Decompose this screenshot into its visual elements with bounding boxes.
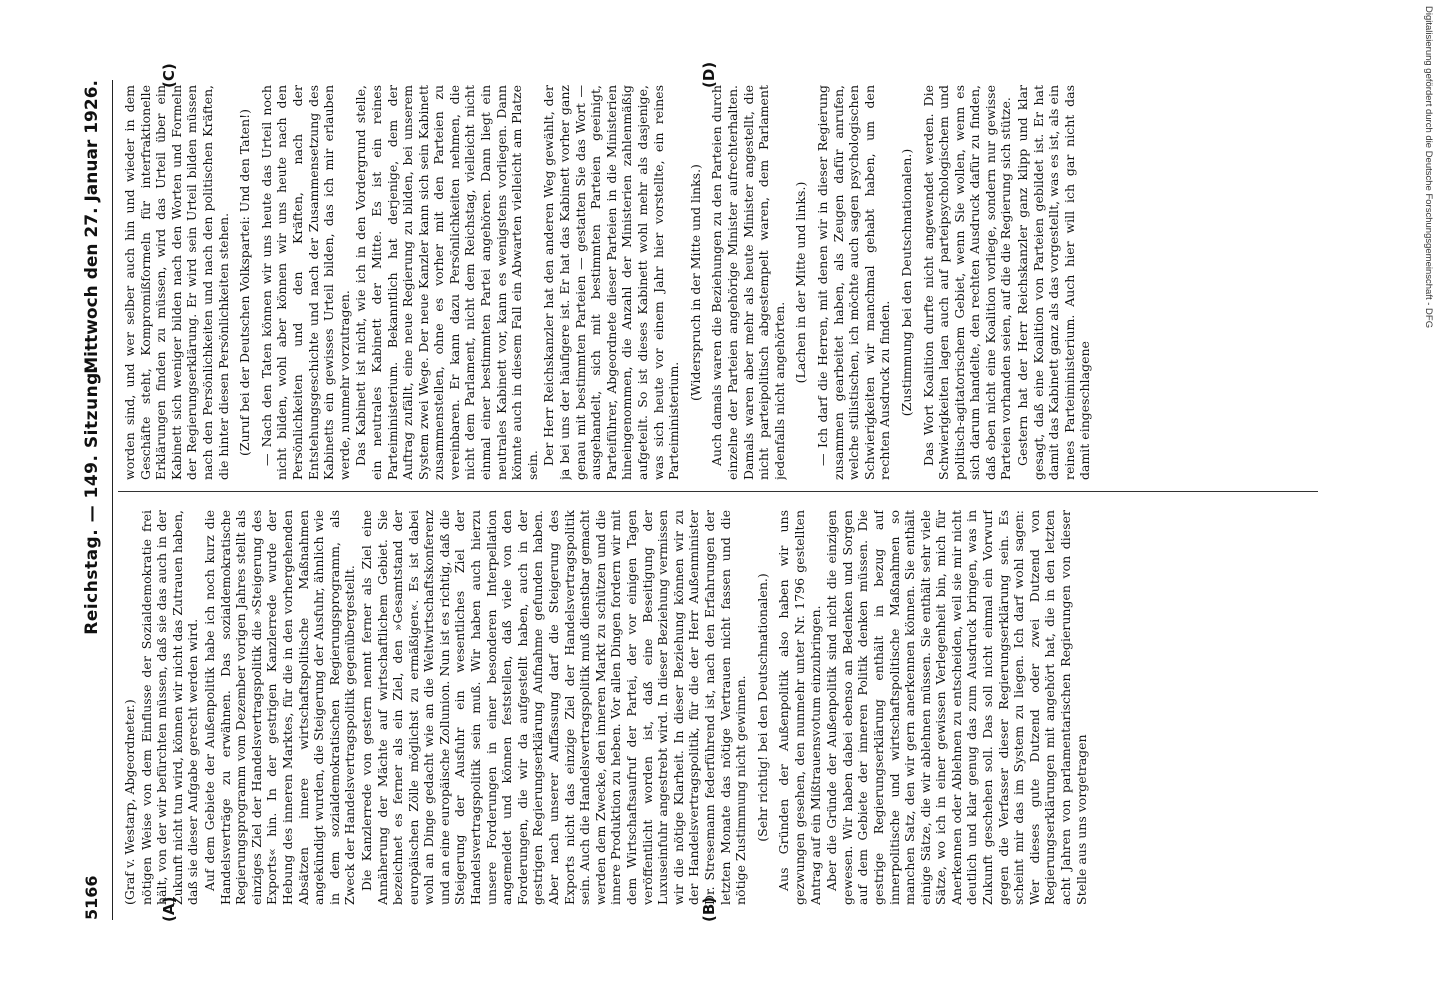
paragraph: Die Kanzlerrede von gestern nennt ferner als Ziel eine Annäherung der Mächte auf wirtschaftlichem Gebiet. Sie bezeichnet es ferner als ein Ziel, den »Gesamtstand der europäischen Zölle möglichst zu ermäßigen«. Es ist dabei wohl an Dinge gedacht wie an die Weltwirtschaftskonferenz und an eine europäische Zollunion. Nun ist es richtig, daß die Steigerung der Ausfuhr ein wesentliches Ziel der Handelsvertragspolitik sein muß. Wir haben auch hierzu unsere Forderungen in einer besonderen Interpellation angemeldet und können feststellen, daß viele von den Forderungen, die wir da aufgestellt haben, auch in der gestrigen Regierungserklärung Aufnahme gefunden haben. Aber nach unserer Auffassung darf die Steigerung des Exports nicht das einzige Ziel der Handelsvertragspolitik sein. Auch die Handelsvertragspolitik muß dienstbar gemacht werden dem Zwecke, den inneren Markt zu schützen und die innere Produktion zu heben. Vor allen Dingen fordern wir mit dem Wirtschaftsaufruf der Partei, der vor einigen Tagen veröffentlicht worden ist, daß eine Beseitigung der Luxuseinfuhr angestrebt wird. In dieser Beziehung vermissen wir die nötige Klarheit. In dieser Beziehung können wir zu der Handelsvertragspolitik, für die der Herr Außenminister Dr. Stresemann federführend ist, nach den Erfahrungen der letzten Monate das nötige Vertrauen nicht fassen und die nötige Zustimmung nicht gewinnen.	[358, 510, 749, 905]
paragraph: — Ich darf die Herren, mit denen wir in dieser Regierung zusammen gearbeitet haben, als Zeugen dafür anrufen, welche stilistischen, ich möchte auch sagen psychologischen Schwierigkeiten wir manchmal gehabt haben, um den rechten Ausdruck zu finden.	[814, 85, 893, 480]
paragraph: Auch damals waren die Beziehungen zu den Parteien durch einzelne der Parteien angehörige Minister aufrechterhalten. Damals waren aber mehr als heute Minister angestellt, die nicht parteipolitisch abgestempelt waren, dem Parlament jedenfalls nicht angehörten.	[709, 85, 787, 480]
right-column	[122, 85, 1322, 480]
paragraph: Das Wort Koalition durfte nicht angewendet werden. Die Schwierigkeiten lagen auch auf parteipsychologischem und politisch-agitatorischem Gebiet, wenn Sie wollen, wenn es sich darum handelte, den rechten Ausdruck dafür zu finden, daß eben nicht eine Koalition vorliege, sondern nur gewisse Parteien vorhanden seien, auf die die Regierung sich stütze.	[920, 85, 1014, 480]
marker-c: (C)	[160, 63, 178, 88]
paragraph: nötigen Weise von dem Einflusse der Sozialdemokratie frei hält, von der wir befürchten müssen, daß sie das auch in der Zukunft nicht tun wird, können wir nicht das Zutrauen haben, daß sie dieser Aufgabe gerecht werden wird.	[138, 510, 201, 905]
digitization-credit: Digitalisierung gefördert durch die Deutsche Forschungsgemeinschaft - DFG	[1423, 6, 1434, 329]
page-number: 5166	[82, 875, 101, 920]
interjection: (Lachen in der Mitte und links.)	[793, 181, 809, 384]
paragraph: Auf dem Gebiete der Außenpolitik habe ich noch kurz die Handelsverträge zu erwähnen. Das sozialdemokratische Regierungsprogramm vom Dezember vorigen Jahres stellt als einziges Ziel der Handelsvertragspolitik die »Steigerung des Exports« hin. In der gestrigen Kanzlerrede wurde der Hebung des inneren Marktes, für die in den vorhergehenden Absätzen innere wirtschaftspolitische Maßnahmen angekündigt wurden, die Steigerung der Ausfuhr, ähnlich wie in dem sozialdemokratischen Regierungsprogramm, als Zweck der Handelsvertragspolitik gegenübergestellt.	[201, 510, 358, 905]
paragraph: Der Herr Reichskanzler hat den anderen Weg gewählt, der ja bei uns der häufigere ist. Er hat das Kabinett vorher ganz genau mit bestimmten Parteien — gestatten Sie das Wort — ausgehandelt, sich mit bestimmten Parteien geeinigt, Parteiführer, Abgeordnete dieser Parteien in die Ministerien hineingenommen, die Anzahl der Ministerien zahlenmäßig aufgeteilt. So ist dieses Kabinett wohl mehr als dasjenige, was sich heute vor einem Jahr hier vorstellte, ein reines Parteiministerium.	[541, 85, 682, 480]
marker-a: (A)	[160, 896, 178, 922]
speaker-line: (Graf v. Westarp, Abgeordneter.)	[122, 699, 137, 905]
interjection: (Zustimmung bei den Deutschnationalen.)	[898, 148, 914, 417]
paragraph: Das Kabinett ist nicht, wie ich in den Vordergrund stelle, ein neutrales Kabinett der Mitte. Es ist ein reines Parteiministerium. Bekanntlich hat derjenige, dem der Auftrag zufällt, eine neue Regierung zu bilden, bei unserem System zwei Wege. Der neue Kanzler kann sich sein Kabinett zusammenstellen, ohne es vorher mit den Parteien zu vereinbaren. Er kann dazu Persönlichkeiten nehmen, die nicht dem Parlament, nicht dem Reichstag, vielleicht nicht einmal einer bestimmten Partei angehören. Dann liegt ein neutrales Kabinett vor, kann es wenigstens vorliegen. Dann könnte auch in diesem Fall ein Abwarten vielleicht am Platze sein.	[353, 85, 540, 480]
paragraph: Aber die Gründe der Außenpolitik sind nicht die einzigen gewesen. Wir haben dabei ebenso an Bedenken und Sorgen auf dem Gebiete der inneren Politik denken müssen. Die gestrige Regierungserklärung enthält in bezug auf innerpolitische und wirtschaftspolitische Maßnahmen so manchen Satz, den wir gern anerkennen können. Sie enthält einige Sätze, die wir ablehnen müssen. Sie enthält sehr viele Sätze, wo ich in einer gewissen Verlegenheit bin, mich für Anerkennen oder Ablehnen zu entscheiden, weil sie mir nicht deutlich und klar genug das zum Ausdruck bringen, was in Zukunft geschehen soll. Das soll nicht einmal ein Vorwurf gegen die Verfasser dieser Regierungserklärung sein. Es scheint mir das im System zu liegen. Ich darf wohl sagen: Wer dieses gute Dutzend oder zwei Dutzend von Regierungserklärungen mit angehört hat, die in den letzten acht Jahren von parlamentarischen Regierungen von dieser Stelle aus uns vorgetragen	[824, 510, 1089, 905]
interjection: (Zuruf bei der Deutschen Volkspartei: Und den Taten!)	[237, 109, 253, 456]
page-header	[80, 80, 110, 920]
column-separator	[118, 491, 1318, 492]
header-rule	[112, 80, 113, 920]
interjection: (Widerspruch in der Mitte und links.)	[687, 164, 703, 401]
session-title: Reichstag. — 149. Sitzung.	[82, 365, 102, 635]
left-column	[122, 510, 1322, 905]
paragraph: Gestern hat der Herr Reichskanzler ganz klipp und klar gesagt, daß eine Koalition von Parteien gebildet ist. Er hat damit das Kabinett ganz als das vorgestellt, was es ist, als ein reines Parteiministerium. Auch hier will ich gar nicht das damit eingeschlagene	[1015, 85, 1093, 480]
paragraph: worden sind, und wer selber auch hin und wieder in dem Geschäfte steht, Kompromißformeln für interfraktionelle Erklärungen finden zu müssen, wird das Urteil über ein Kabinett sich weniger bilden nach den Worten und Formeln der Regierungserklärung. Er wird sein Urteil bilden müssen nach den Persönlichkeiten und nach den politischen Kräften, die hinter diesen Persönlichkeiten stehen.	[122, 85, 231, 480]
interjection: (Sehr richtig! bei den Deutschnationalen.)	[754, 573, 770, 842]
paragraph: Aus Gründen der Außenpolitik also haben wir uns gezwungen gesehen, den nunmehr unter Nr. 1796 gestellten Antrag auf ein Mißtrauensvotum einzubringen.	[776, 510, 823, 905]
marker-d: (D)	[700, 61, 718, 88]
marker-b: (B)	[700, 896, 718, 922]
session-date: Mittwoch den 27. Januar 1926.	[82, 80, 102, 374]
paragraph: — Nach den Taten können wir uns heute das Urteil noch nicht bilden, wohl aber können wir uns heute nach den Persönlichkeiten und den Kräften, nach der Entstehungsgeschichte und nach der Zusammensetzung des Kabinetts ein gewisses Urteil bilden, das ich mir erlauben werde, nunmehr vorzutragen.	[258, 85, 352, 480]
